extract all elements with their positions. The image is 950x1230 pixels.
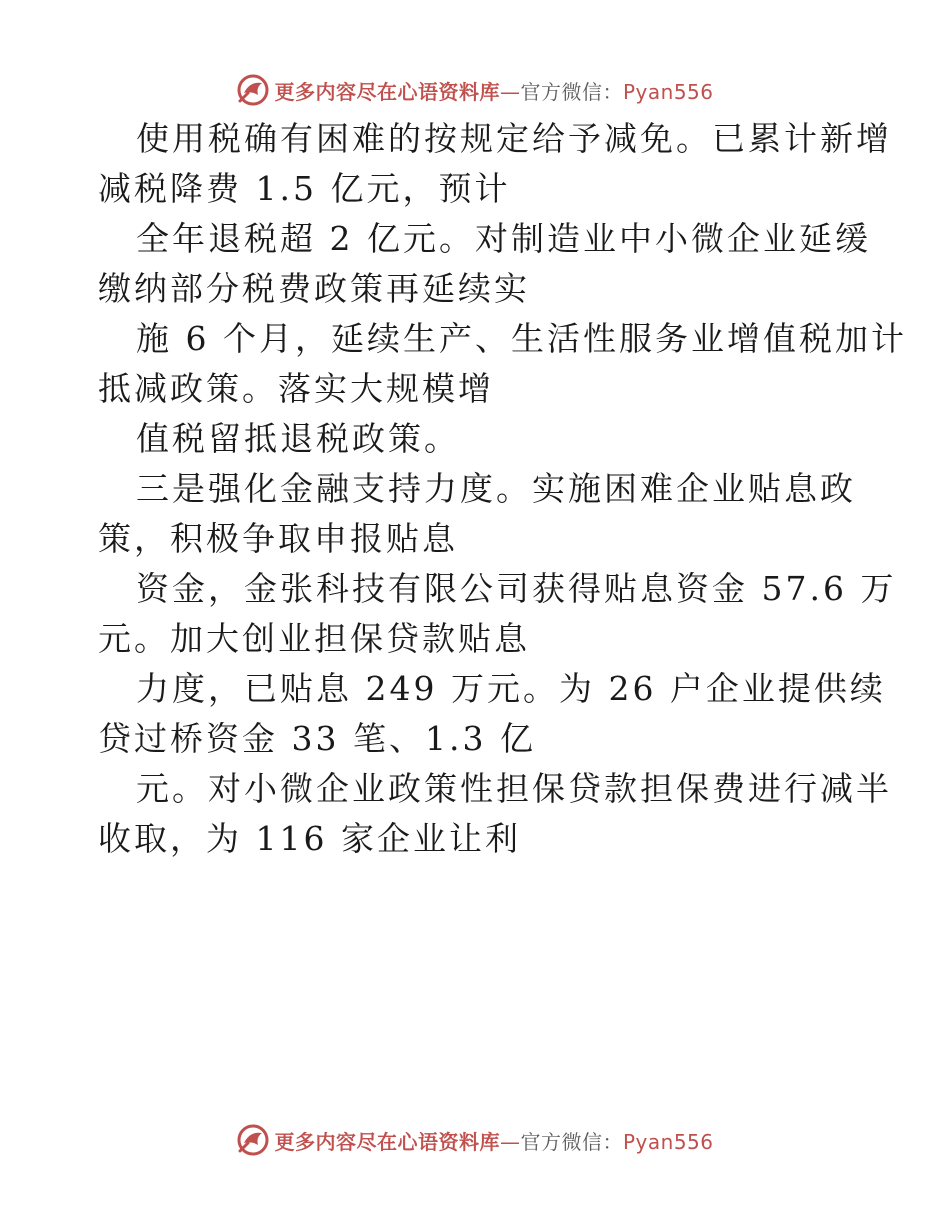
footer-banner-text [274, 1126, 713, 1155]
text-line: 值税留抵退税政策。 [136, 419, 460, 458]
text-line: 三是强化金融支持力度。实施困难企业贴息政 [136, 469, 856, 508]
header-banner [0, 70, 950, 110]
text-line: 元。加大创业担保贷款贴息 [98, 619, 530, 658]
footer-banner [0, 1120, 950, 1160]
banner-wechat-id: Pyan556 [622, 1129, 714, 1154]
text-line: 施 6 个月，延续生产、生活性服务业增值税加计 [136, 319, 907, 358]
banner-main-text: 更多内容尽在心语资料库 [274, 1129, 500, 1154]
text-line: 收取，为 116 家企业让利 [98, 819, 521, 858]
text-line: 抵减政策。落实大规模增 [98, 369, 494, 408]
document-body [98, 119, 907, 858]
text-line: 资金，金张科技有限公司获得贴息资金 57.6 万 [136, 569, 897, 608]
banner-main-text: 更多内容尽在心语资料库 [274, 79, 500, 104]
text-line: 减税降费 1.5 亿元，预计 [98, 169, 511, 208]
text-line: 使用税确有困难的按规定给予减免。已累计新增 [136, 119, 892, 158]
text-line: 贷过桥资金 33 笔、1.3 亿 [98, 719, 536, 758]
text-line: 缴纳部分税费政策再延续实 [98, 269, 530, 308]
banner-separator: — [499, 1129, 521, 1154]
banner-separator: — [499, 79, 521, 104]
dove-seal-logo-icon [236, 73, 270, 107]
header-banner-text [274, 76, 713, 105]
dove-seal-logo-icon [236, 1123, 270, 1157]
text-line: 策，积极争取申报贴息 [98, 519, 458, 558]
banner-wechat-label: 官方微信： [520, 1129, 623, 1154]
text-line: 全年退税超 2 亿元。对制造业中小微企业延缓 [136, 219, 871, 258]
banner-wechat-id: Pyan556 [622, 79, 714, 104]
text-line: 元。对小微企业政策性担保贷款担保费进行减半 [136, 769, 892, 808]
banner-wechat-label: 官方微信： [520, 79, 623, 104]
text-line: 力度，已贴息 249 万元。为 26 户企业提供续 [136, 669, 886, 708]
